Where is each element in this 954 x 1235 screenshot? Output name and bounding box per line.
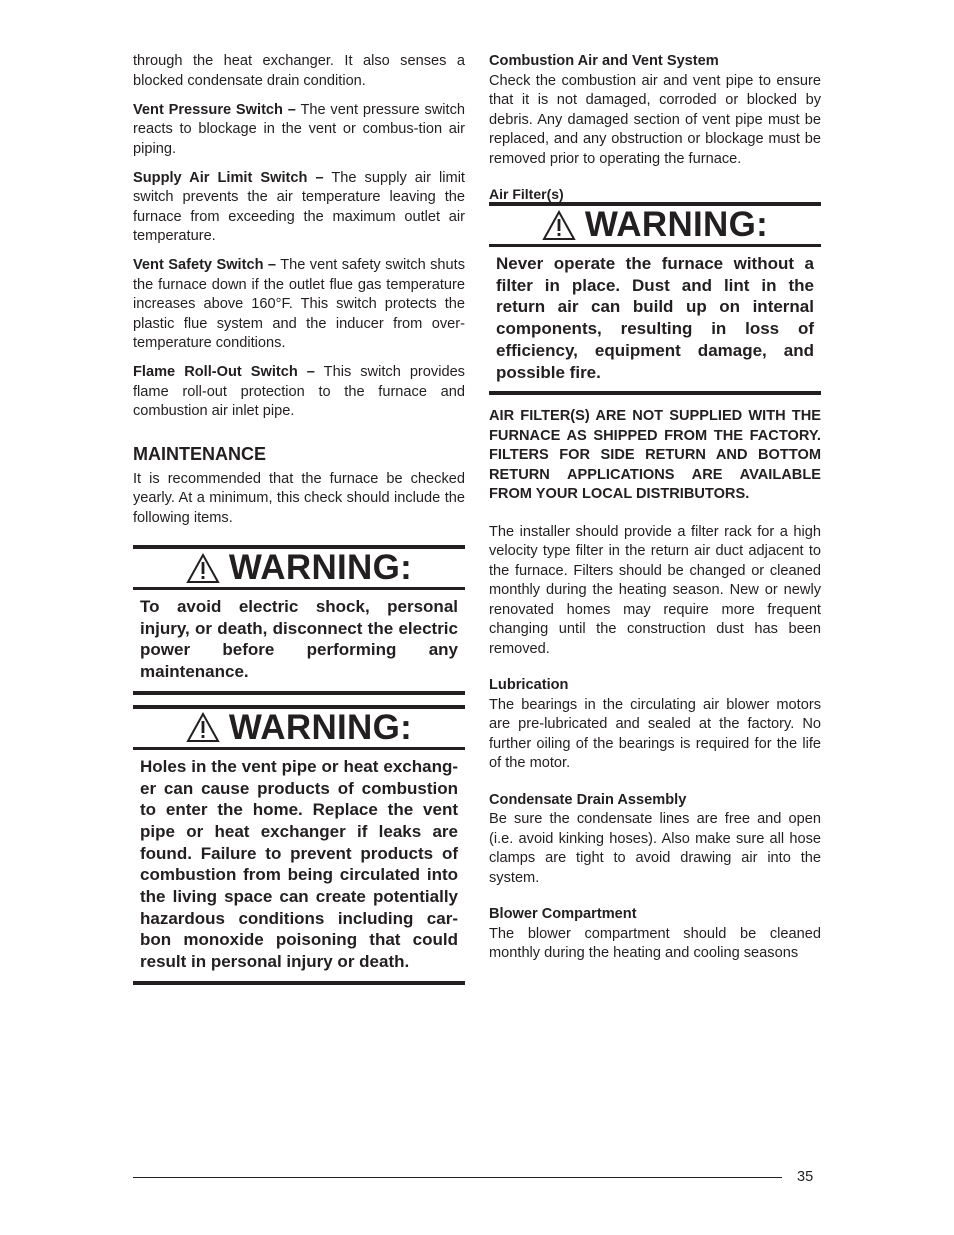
combustion-heading: Combustion Air and Vent System (489, 53, 719, 69)
warning-box-electric (133, 545, 465, 695)
vent-pressure-text: The vent pressure switch reacts to blockage in the vent or combus-tion air piping. (133, 101, 465, 157)
lubrication-heading: Lubrication (489, 677, 569, 694)
condensate-paragraph: Be sure the condensate lines are free and open (i.e. avoid kinking hoses). Also make sure all hose clamps are tight to avoid drawing air into the system. (489, 811, 821, 886)
warning-header (133, 709, 465, 750)
warning-title: WARNING: (228, 707, 413, 747)
filters-paragraph: The installer should provide a filter rack for a high velocity type filter in the return air duct adjacent to the furnace. Filters should be changed or cleaned monthly during the heating season. New or newly renovated homes may require more frequent changing until the construction dust has been removed. (489, 523, 821, 657)
air-filter-heading: Air Filter(s) (489, 186, 564, 202)
flame-rollout-text: This switch provides flame roll-out protection to the furnace and combustion air inlet pipe. (133, 364, 465, 419)
left-column (133, 52, 465, 985)
flame-rollout-lead: Flame Roll-Out Switch – (133, 364, 315, 380)
vent-pressure-paragraph (133, 101, 465, 160)
supply-air-text: The supply air limit switch prevents the air temperature leaving the furnace from exceeding the maximum outlet air temperature. (133, 169, 465, 244)
filters-notice: AIR FILTER(S) ARE NOT SUPPLIED WITH THE FURNACE AS SHIPPED FROM THE FACTORY. FILTERS FOR SIDE RETURN AND BOTTOM RETURN APPLICATIONS ARE AVAILABLE FROM YOUR LOCAL DISTRIBUTORS. (489, 408, 821, 503)
vent-safety-lead: Vent Safety Switch – (133, 257, 277, 273)
supply-air-paragraph (133, 169, 465, 247)
flame-rollout-paragraph (133, 363, 465, 422)
vent-pressure-lead: Vent Pressure Switch – (133, 101, 296, 118)
intro-paragraph: through the heat exchanger. It also senses a blocked condensate drain condition. (133, 53, 465, 89)
vent-safety-paragraph (133, 256, 465, 354)
warning-title: WARNING: (584, 205, 769, 244)
warning-text: Holes in the vent pipe or heat exchang-er can cause products of combustion to enter the home. Replace the vent pipe or heat exchanger if leaks are found. Failure to prevent products of combustion from being circulated into the living space can create potentially hazardous conditions including car-bon monoxide poisoning that could result in personal injury or death. (140, 756, 458, 972)
blower-heading: Blower Compartment (489, 906, 637, 923)
warning-header (489, 206, 821, 247)
page-number: 35 (797, 1169, 814, 1185)
condensate-heading: Condensate Drain Assembly (489, 791, 687, 808)
combustion-paragraph: Check the combustion air and vent pipe to ensure that it is not damaged, corroded or blocked by debris. Any damaged section of vent pipe must be replaced, and any obstruction or blockage must be removed prior to operating the furnace. (489, 72, 821, 167)
lubrication-paragraph: The bearings in the circulating air blower motors are pre-lubricated and sealed at the factory. No further oiling of the bearings is required for the life of the motor. (489, 696, 821, 772)
right-column (489, 52, 821, 964)
warning-triangle-icon (186, 712, 220, 743)
footer-rule (133, 1177, 782, 1178)
warning-triangle-icon (186, 553, 220, 584)
warning-title: WARNING: (228, 548, 413, 587)
warning-box-vent-pipe (133, 705, 465, 985)
warning-triangle-icon (542, 210, 576, 241)
maintenance-heading: MAINTENANCE (133, 443, 266, 464)
maintenance-paragraph: It is recommended that the furnace be checked yearly. At a minimum, this check should include the following items. (133, 470, 465, 526)
supply-air-lead: Supply Air Limit Switch – (133, 169, 324, 186)
warning-header (133, 549, 465, 590)
warning-text: Never operate the furnace without a filter in place. Dust and lint in the return air can build up on internal components, resulting in loss of efficiency, equipment damage, and possible fire. (496, 254, 814, 382)
blower-paragraph: The blower compartment should be cleaned monthly during the heating and cooling seasons (489, 925, 821, 962)
warning-text: To avoid electric shock, personal injury, or death, disconnect the electric power before performing any maintenance. (140, 597, 458, 682)
warning-box-filter (489, 202, 821, 395)
vent-safety-text: The vent safety switch shuts the furnace down if the outlet flue gas temperature increases above 160°F. This switch protects the plastic flue system and the inducer from over-temperature conditions. (133, 257, 465, 351)
